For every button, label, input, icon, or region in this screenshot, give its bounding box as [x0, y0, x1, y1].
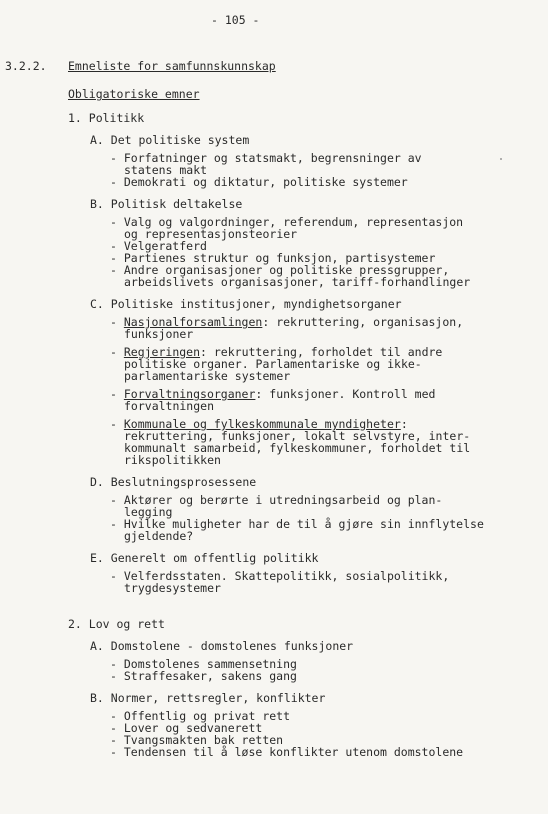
scan-speck	[500, 158, 502, 160]
bullet-line: politiske organer. Parlamentariske og ikke-	[124, 357, 422, 371]
bullet-line: kommunalt samarbeid, fylkeskommuner, forholdet til	[124, 441, 471, 455]
section-number: 3.2.2.	[5, 59, 47, 73]
bullet-item: - Nasjonalforsamlingen: rekruttering, organisasjon,	[110, 315, 464, 329]
bullet-line: forvaltningen	[124, 399, 215, 413]
bullet-line: legging	[124, 505, 173, 519]
bullet-line: trygdesystemer	[124, 581, 221, 595]
bullet-line: - Andre organisasjoner og politiske pressgrupper,	[110, 263, 450, 277]
bullet-line: - Tvangsmakten bak retten	[110, 733, 284, 747]
bullet-line: - Tendensen til å løse konflikter utenom domstolene	[110, 745, 464, 759]
bullet-item: - Kommunale og fylkeskommunale myndigheter:	[110, 417, 408, 431]
bullet-line: - Offentlig og privat rett	[110, 709, 291, 723]
bullet-line: parlamentariske systemer	[124, 369, 291, 383]
subtopic-d-heading: D. Beslutningsprosessene	[90, 475, 257, 489]
bullet-line: - Valg og valgordninger, referendum, representasjon	[110, 215, 464, 229]
subtopic-b-heading: B. Normer, rettsregler, konflikter	[90, 691, 326, 705]
bullet-line: - Partienes struktur og funksjon, partisystemer	[110, 251, 436, 265]
topic-politikk: 1. Politikk	[68, 111, 145, 125]
topic-lov-og-rett: 2. Lov og rett	[68, 617, 165, 631]
bullet-item: - Regjeringen: rekruttering, forholdet til andre	[110, 345, 443, 359]
bullet-term: Kommunale og fylkeskommunale myndigheter	[123, 417, 401, 431]
bullet-line: - Domstolenes sammensetning	[110, 657, 297, 671]
bullet-line: - Forfatninger og statsmakt, begrensninger av	[110, 151, 422, 165]
subtopic-b-heading: B. Politisk deltakelse	[90, 197, 243, 211]
bullet-line: - Straffesaker, sakens gang	[110, 669, 297, 683]
section-title: Emneliste for samfunnskunnskap	[68, 59, 276, 73]
bullet-line: rikspolitikken	[124, 453, 221, 467]
bullet-line: - Lover og sedvanerett	[110, 721, 263, 735]
bullet-line: statens makt	[124, 163, 208, 177]
bullet-line: - Velgeratferd	[110, 239, 207, 253]
subtopic-e-heading: E. Generelt om offentlig politikk	[90, 551, 319, 565]
bullet-line: arbeidslivets organisasjoner, tariff-forhandlinger	[124, 275, 471, 289]
bullet-item: - Forvaltningsorganer: funksjoner. Kontroll med	[110, 387, 436, 401]
bullet-term: Nasjonalforsamlingen	[123, 315, 263, 329]
bullet-line: gjeldende?	[124, 529, 194, 543]
bullet-line: og representasjonsteorier	[124, 227, 298, 241]
page-number: - 105 -	[211, 13, 260, 27]
bullet-line: funksjoner	[124, 327, 194, 341]
subtopic-a-heading: A. Domstolene - domstolenes funksjoner	[90, 639, 354, 653]
bullet-line: - Hvilke muligheter har de til å gjøre sin innflytelse	[110, 517, 484, 531]
bullet-line: - Aktører og berørte i utredningsarbeid og plan-	[110, 493, 443, 507]
bullet-term: Forvaltningsorganer	[123, 387, 256, 401]
subtopic-c-heading: C. Politiske institusjoner, myndighetsorganer	[90, 297, 402, 311]
bullet-line: - Velferdsstaten. Skattepolitikk, sosialpolitikk,	[110, 569, 450, 583]
bullet-term: Regjeringen	[123, 345, 201, 359]
bullet-line: rekruttering, funksjoner, lokalt selvstyre, inter-	[124, 429, 471, 443]
subheading: Obligatoriske emner	[68, 87, 200, 101]
bullet-line: - Demokrati og diktatur, politiske systemer	[110, 175, 408, 189]
subtopic-a-heading: A. Det politiske system	[90, 133, 250, 147]
